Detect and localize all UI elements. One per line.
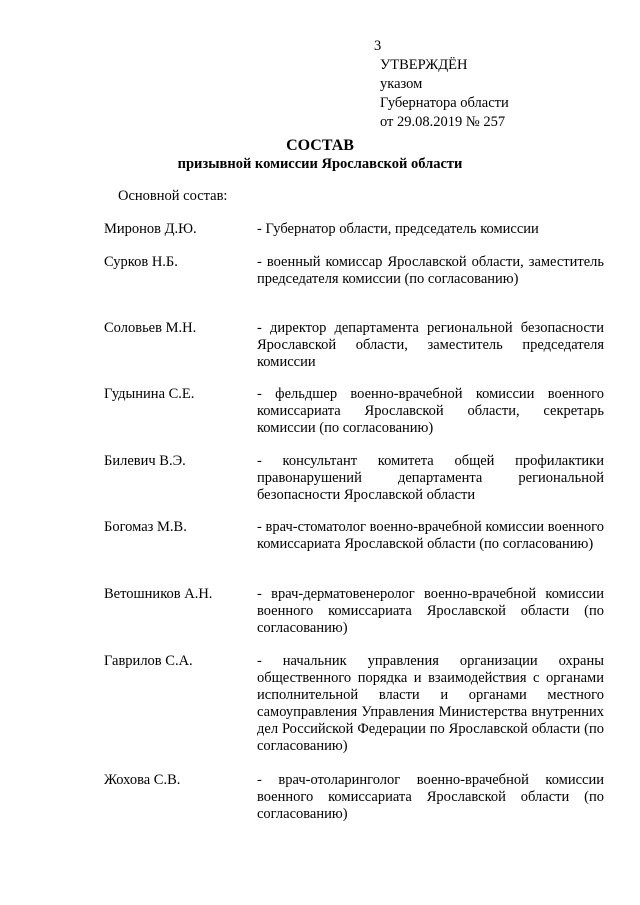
member-name: Сурков Н.Б.	[104, 254, 178, 270]
member-role: - начальник управления организации охраны общественного порядка и взаимодействия с органами исполнительной власти и органами местного самоуправления Управления Министерства внутренних дел Российской Федерации по Ярославской области (по согласованию)	[257, 653, 604, 754]
document-heading	[0, 136, 640, 174]
member-name: Билевич В.Э.	[104, 453, 186, 469]
page-number: 3	[374, 38, 382, 54]
member-name: Гудынина С.Е.	[104, 386, 195, 402]
member-name: Миронов Д.Ю.	[104, 221, 197, 237]
approval-line-1: УТВЕРЖДЁН	[380, 57, 468, 73]
member-role: - фельдшер военно-врачебной комиссии военного комиссариата Ярославской области, секретарь комиссии (по согласованию)	[257, 386, 604, 436]
member-name: Ветошников А.Н.	[104, 586, 213, 602]
member-name: Богомаз М.В.	[104, 519, 187, 535]
member-role: - военный комиссар Ярославской области, заместитель председателя комиссии (по согласованию)	[257, 254, 604, 287]
member-role: - врач-отоларинголог военно-врачебной комиссии военного комиссариата Ярославской области (по согласованию)	[257, 772, 604, 822]
approval-line-2: указом	[380, 76, 423, 92]
member-role: - Губернатор области, председатель комиссии	[257, 221, 539, 237]
section-label: Основной состав:	[118, 188, 228, 204]
member-name: Гаврилов С.А.	[104, 653, 193, 669]
member-role: - врач-дерматовенеролог военно-врачебной комиссии военного комиссариата Ярославской области (по согласованию)	[257, 586, 604, 636]
document-subtitle: призывной комиссии Ярославской области	[177, 156, 463, 172]
approval-line-3: Губернатора области	[380, 95, 509, 111]
member-role: - врач-стоматолог военно-врачебной комиссии военного комиссариата Ярославской области (по согласованию)	[257, 519, 604, 552]
approval-stamp	[380, 56, 509, 132]
member-role: - консультант комитета общей профилактики правонарушений департамента региональной безопасности Ярославской области	[257, 453, 604, 503]
document-title: СОСТАВ	[286, 137, 354, 154]
approval-line-4: от 29.08.2019 № 257	[380, 114, 506, 130]
member-name: Жохова С.В.	[104, 772, 181, 788]
member-name: Соловьев М.Н.	[104, 320, 197, 336]
member-role: - директор департамента региональной безопасности Ярославской области, заместитель председателя комиссии	[257, 320, 604, 370]
